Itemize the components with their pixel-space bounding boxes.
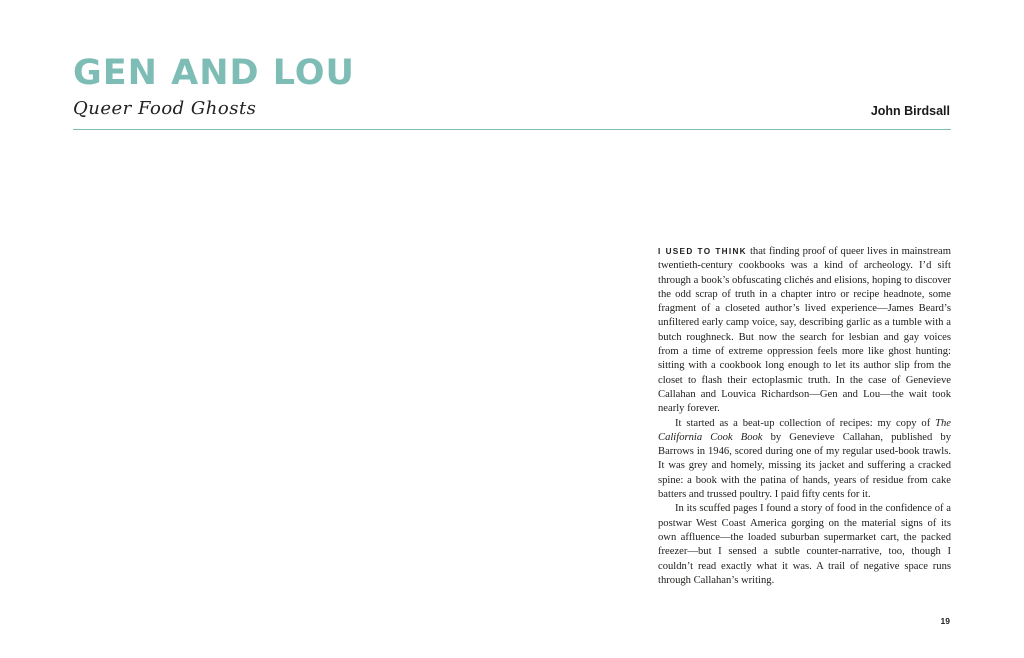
lead-in: I USED TO THINK [658, 247, 747, 256]
page-number: 19 [940, 616, 950, 626]
paragraph-1-text: that finding proof of queer lives in mainstream twentieth-century cookbooks was a kind of archeology. I’d sift through a book’s obfuscating clichés and elisions, hoping to discover the odd scrap of truth in a chapter intro or recipe headnote, some fragment of a closeted author’s lived experience—James Beard’s unfiltered early camp voice, say, describing garlic as a tumble with a butch roughneck. But now the search for lesbian and gay voices from a time of extreme oppression feels more like ghost hunting: sitting with a cookbook long enough to let its author slip from the closet to flash their ectoplasmic truth. In the case of Genevieve Callahan and Louvica Richardson—Gen and Lou—the wait took nearly forever. [658, 246, 951, 415]
paragraph-1 [658, 245, 951, 417]
chapter-title: GEN AND LOU [73, 53, 355, 93]
chapter-subtitle: Queer Food Ghosts [73, 98, 257, 119]
book-title: The California Cook Book [658, 417, 951, 443]
author-name: John Birdsall [870, 104, 950, 118]
paragraph-2-text: by Genevieve Callahan, published by Barrows in 1946, scored during one of my regular used-book trawls. It was grey and homely, missing its jacket and suffering a cracked spine: a book with the patina of hands, years of residue from cake batters and trussed poultry. I paid fifty cents for it. [658, 431, 952, 501]
paragraph-3: In its scuffed pages I found a story of food in the confidence of a postwar West Coast America gorging on the material signs of its own affluence—the loaded suburban supermarket cart, the packed freezer—but I sensed a subtle counter-narrative, too, though I couldn’t read exactly what it was. A trail of negative space runs through Callahan’s writing. [658, 503, 951, 586]
paragraph-2 [658, 417, 951, 503]
article-body [658, 245, 951, 588]
header-divider [73, 129, 951, 130]
paragraph-2-start: It started as a beat-up collection of recipes: my copy of [675, 417, 936, 429]
